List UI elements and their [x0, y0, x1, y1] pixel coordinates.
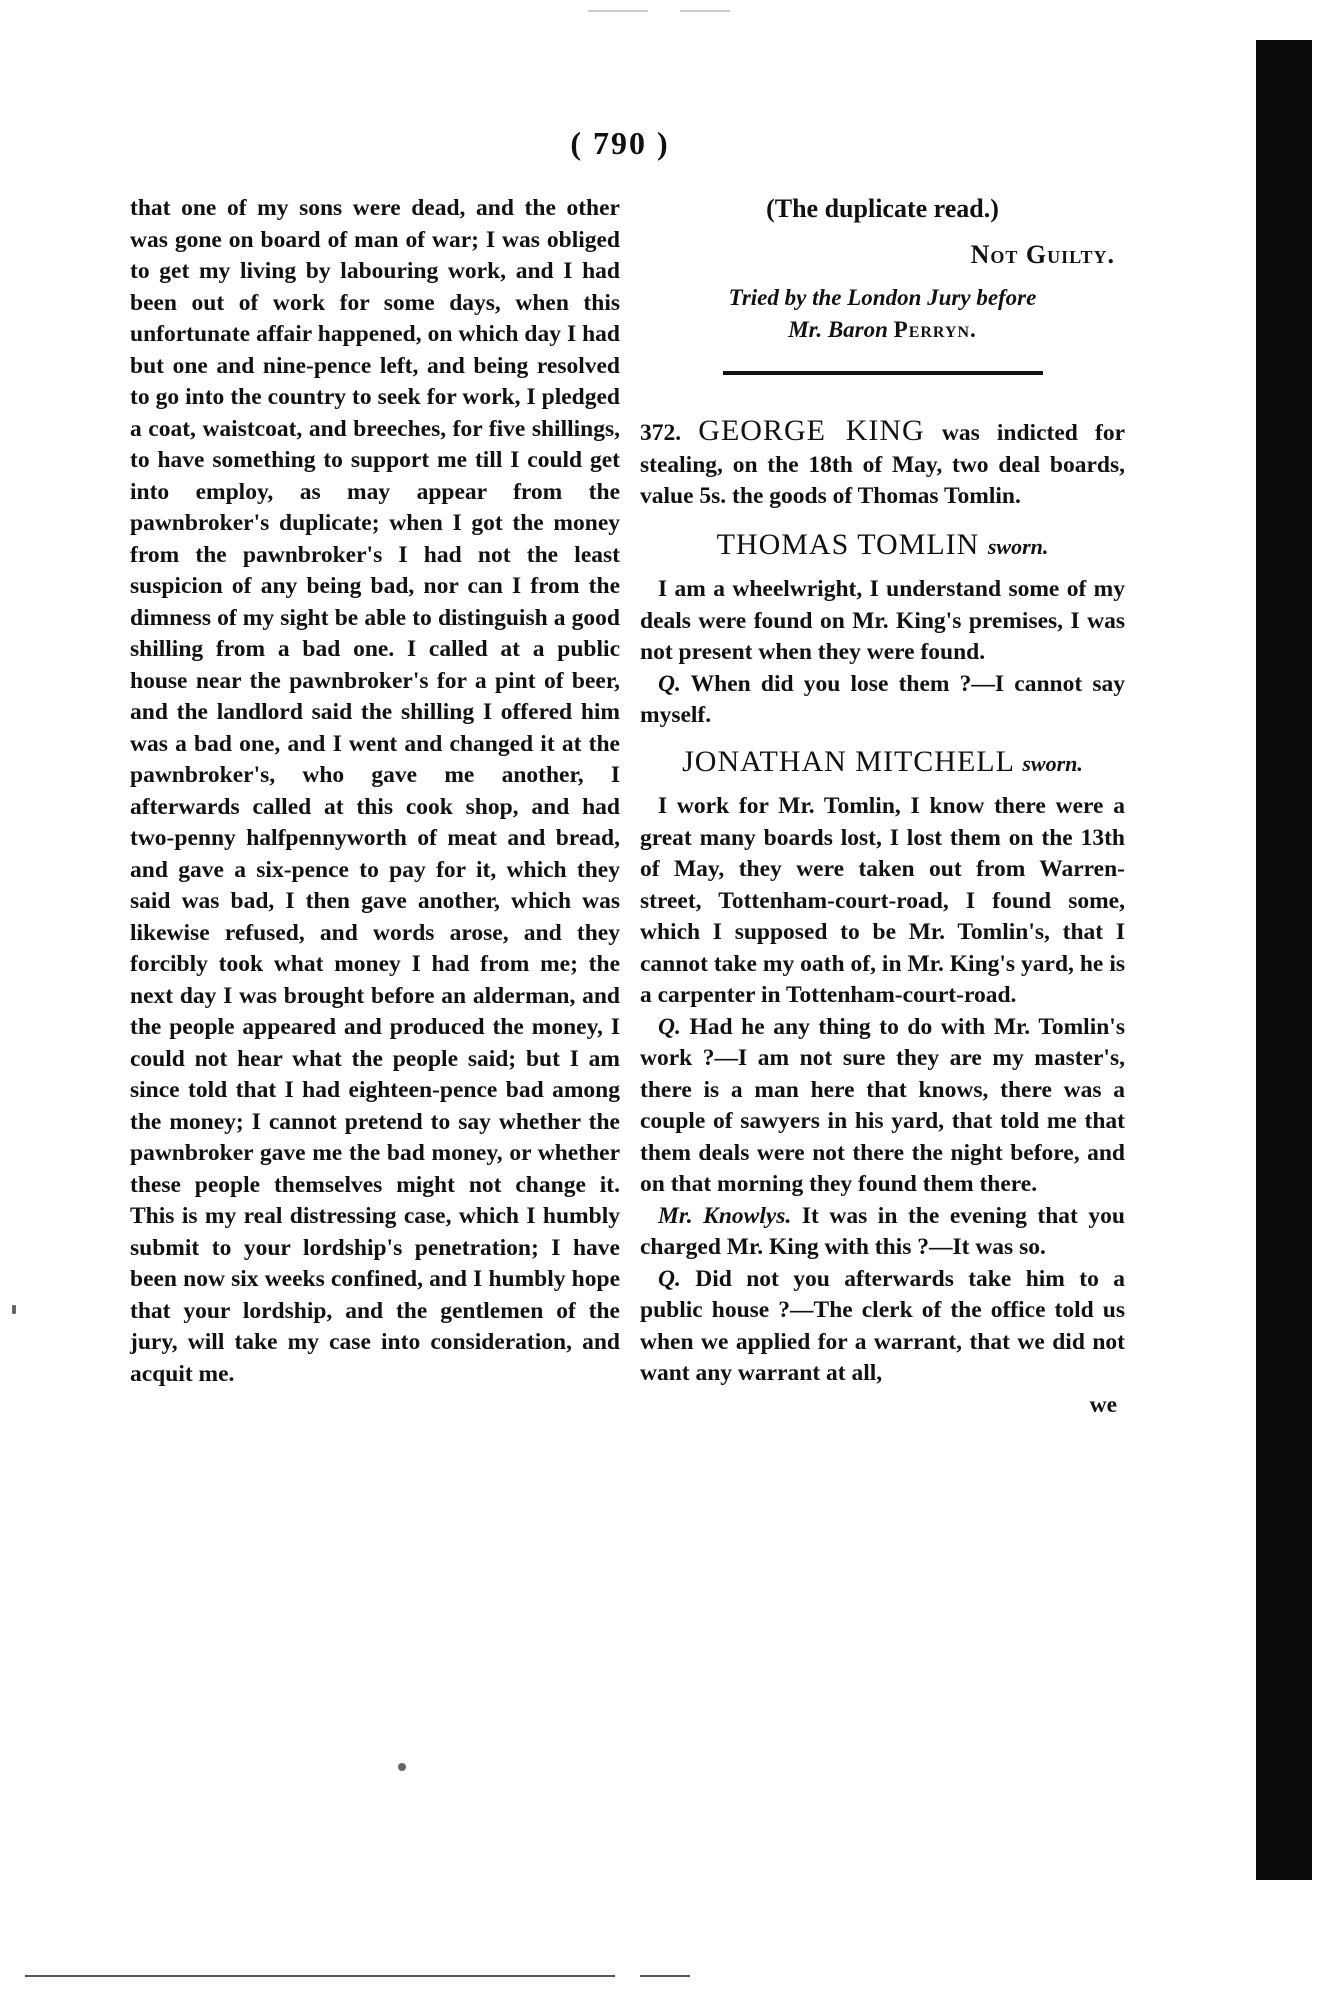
scan-speck [398, 1763, 406, 1771]
case-heading [640, 415, 1125, 513]
scan-speck [12, 1305, 16, 1314]
tried-line-2 [640, 314, 1125, 346]
left-column [130, 193, 620, 1390]
counsel-name: Mr. Knowlys. [658, 1202, 792, 1229]
question-marker-3: Q. [658, 1265, 681, 1292]
case-text: was indicted for stealing, on the 18th of May, two deal boards, value 5s. the goods of Thomas Tomlin. [640, 420, 1125, 509]
defendant-name: GEORGE KING [698, 414, 925, 447]
question-1 [640, 669, 1125, 732]
right-column [640, 193, 1125, 1421]
duplicate-note: (The duplicate read.) [766, 194, 999, 223]
scan-speck [588, 10, 648, 12]
tried-prefix: Mr. Baron [788, 316, 894, 342]
question-marker-2: Q. [658, 1013, 681, 1040]
scan-edge-shadow [1256, 40, 1312, 1880]
scan-bottom-line [25, 1975, 615, 1977]
witness-heading-1 [640, 529, 1125, 563]
witness-testimony-1: I am a wheelwright, I understand some of my deals were found on Mr. King's premises, I was not present when they were found. [640, 576, 1125, 665]
question-marker-1: Q. [658, 670, 681, 697]
question-2 [640, 1012, 1125, 1201]
page-number: ( 790 ) [570, 125, 670, 161]
question-text-2: Had he any thing to do with Mr. Tomlin's work ?—I am not sure they are my master's, there is a man here that knows, there was a couple of sawyers in his yard, that told me that them deals were not there the night before, and on that morning they found them there. [640, 1013, 1125, 1197]
verdict: Not Guilty. [970, 239, 1115, 269]
scan-bottom-line [640, 1975, 690, 1977]
defence-statement: that one of my sons were dead, and the other was gone on board of man of war; I was obliged to get my living by labouring work, and I had been out of work for some days, when this unfortunate affair happened, on which day I had but one and nine-pence left, and being resolved to go into the country to seek for work, I pledged a coat, waistcoat, and breeches, for five shillings, to have something to support me till I could get into employ, as may appear from the pawnbroker's duplicate; when I got the money from the pawnbroker's I had not the least suspicion of any being bad, nor can I from the dimness of my sight be able to distinguish a good shilling from a bad one. I called at a public house near the pawnbroker's for a pint of beer, and the landlord said the shilling I offered him was a bad one, and I went and changed it at the pawnbroker's, who gave me another, I afterwards called at this cook shop, and had two-penny halfpennyworth of meat and bread, and gave a six-pence to pay for it, which they said was bad, I then gave another, which was likewise refused, and words arose, and they forcibly took what money I had from me; the next day I was brought before an alderman, and the people appeared and produced the money, I could not hear what the people said; but I am since told that I had eighteen-pence bad among the money; I cannot pretend to say whether the pawnbroker gave me the bad money, or whether these people themselves might not change it. This is my real distressing case, which I humbly submit to your lordship's penetration; I have been now six weeks confined, and I humbly hope that your lordship, and the gentlemen of the jury, will take my case into consideration, and acquit me. [130, 195, 620, 1387]
witness-name-1: THOMAS TOMLIN [716, 527, 988, 561]
catchword: we [1089, 1391, 1117, 1418]
counsel-question [640, 1201, 1125, 1264]
section-divider [723, 371, 1043, 375]
witness-heading-2 [640, 746, 1125, 780]
question-text-3: Did not you afterwards take him to a public house ?—The clerk of the office told us when we applied for a warrant, that we did not want any warrant at all, [640, 1265, 1125, 1386]
scan-speck [680, 10, 730, 12]
question-text-1: When did you lose them ?—I cannot say myself. [640, 670, 1125, 728]
question-3 [640, 1264, 1125, 1390]
witness-sworn-2: sworn. [1022, 750, 1083, 776]
witness-name-2: JONATHAN MITCHELL [682, 744, 1023, 778]
counsel-text: It was in the evening that you charged Mr. King with this ?—It was so. [640, 1202, 1125, 1260]
witness-testimony-2: I work for Mr. Tomlin, I know there were a great many boards lost, I lost them on the 13th of May, they were taken out from Warren-street, Tottenham-court-road, I found some, which I supposed to be Mr. Tomlin's, that I cannot take my oath of, in Mr. King's yard, he is a carpenter in Tottenham-court-road. [640, 793, 1125, 1008]
judge-name: Perryn. [893, 316, 977, 342]
tried-line-1: Tried by the London Jury before [728, 285, 1037, 310]
witness-sworn-1: sworn. [987, 533, 1049, 559]
case-number: 372. [640, 420, 682, 446]
